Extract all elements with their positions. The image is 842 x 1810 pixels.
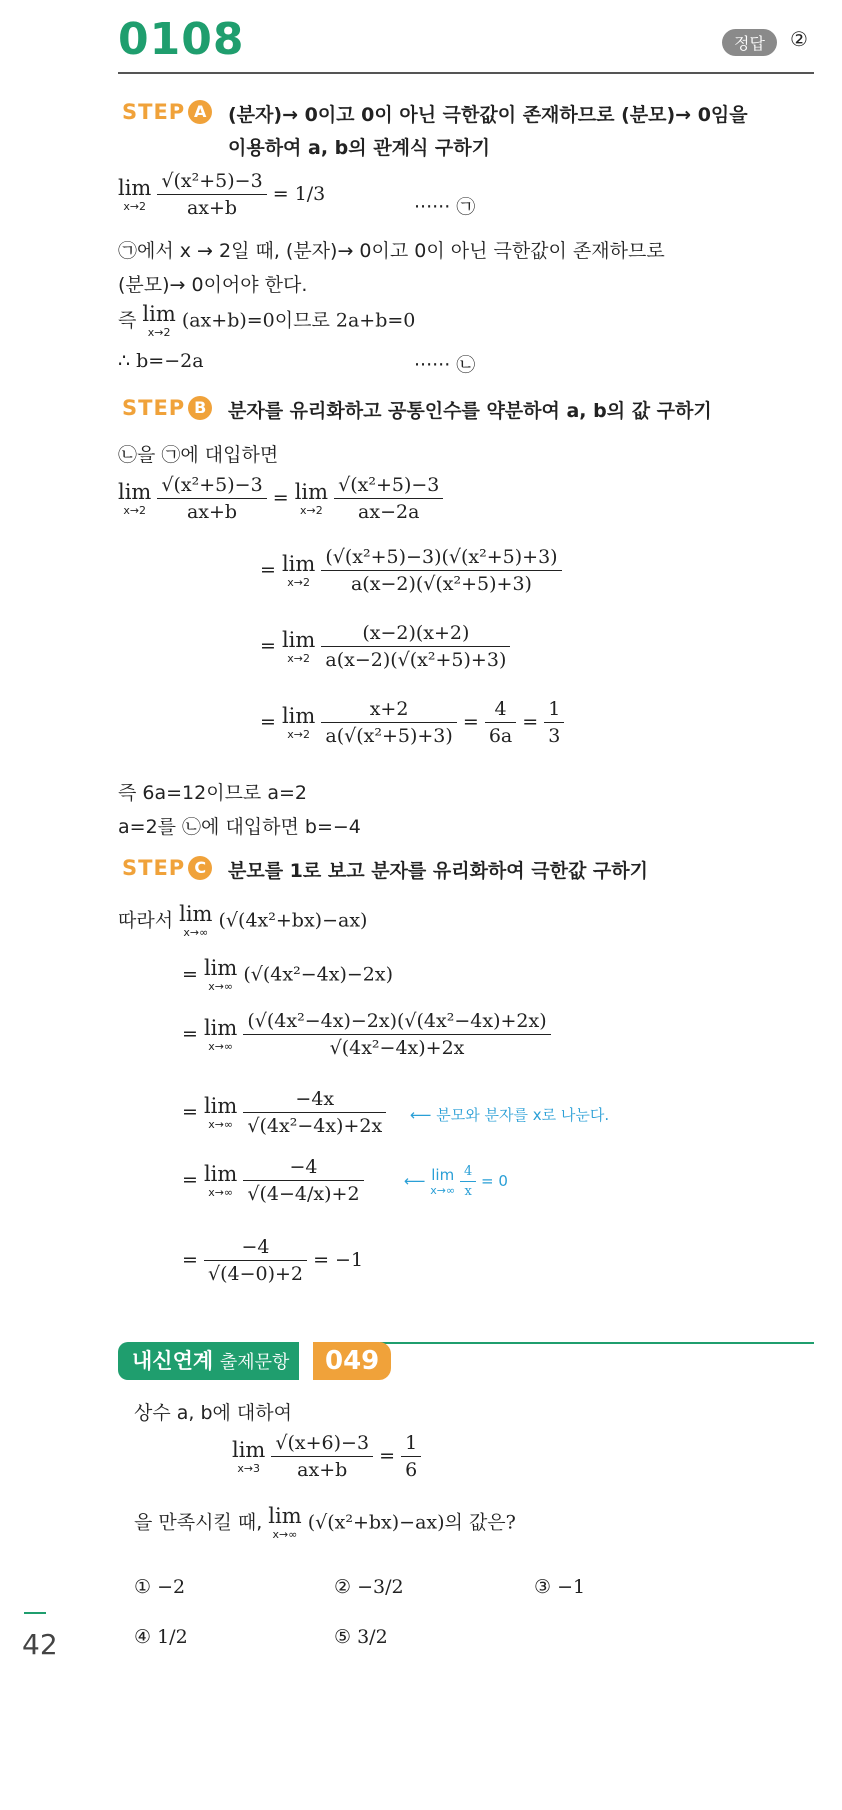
step-c-heading: STEP C bbox=[122, 856, 212, 880]
step-c-badge: C bbox=[188, 856, 212, 880]
step-b-equation-1: lim x→2 $\frac{\text{√(x²+5)−3}}{ax+b}$ = lim x→2 $\frac{\text{√(x²+5)−3}}{ax-2a}$ bbox=[118, 474, 443, 523]
step-c-equation-1: = lim x→∞ (√(4x²−4x)−2x) bbox=[182, 956, 393, 993]
naesin-number: 049 bbox=[313, 1342, 391, 1380]
naesin-question-1: 상수 a, b에 대하여 bbox=[134, 1402, 292, 1424]
choice-4: ④ 1/2 bbox=[134, 1626, 188, 1648]
step-b-equation-3: = lim x→2 $\frac{(x-2)(x+2)}{\text{a(x−2)(√(x²+5)+3)}}$ bbox=[260, 622, 510, 671]
step-a-text-4: ∴ b=−2a bbox=[118, 350, 204, 372]
step-a-equation-1 bbox=[118, 170, 325, 219]
naesin-question-2: 을 만족시킬 때, lim x→∞ (√(x²+bx)−ax)의 값은? bbox=[134, 1504, 516, 1541]
step-c-note-2: ⟵ lim x→∞ $\frac{4}{x}$ = 0 bbox=[404, 1164, 508, 1199]
step-c-equation-2: = lim x→∞ $\frac{\text{(√(4x²−4x)−2x)(√(4x²−4x)+2x)}}{\text{√(4x²−4x)+2x}}$ bbox=[182, 1010, 551, 1059]
choice-5: ⑤ 3/2 bbox=[334, 1626, 388, 1648]
choice-1: ① −2 bbox=[134, 1576, 186, 1598]
step-c-equation-4: = lim x→∞ $\frac{-4}{√(4-4/x)+2}$ bbox=[182, 1156, 364, 1205]
problem-number: 0108 bbox=[118, 14, 245, 65]
equation-tag-2: ······ ㉡ bbox=[414, 354, 476, 376]
choice-2: ② −3/2 bbox=[334, 1576, 404, 1598]
step-b-title: 분자를 유리화하고 공통인수를 약분하여 a, b의 값 구하기 bbox=[228, 400, 712, 422]
section-divider bbox=[380, 1342, 814, 1344]
step-c-note-1: ⟵ 분모와 분자를 x로 나눈다. bbox=[410, 1106, 610, 1124]
arrow-left-icon: ⟵ bbox=[404, 1172, 426, 1190]
page-number-tick bbox=[24, 1612, 46, 1614]
page-number: 42 bbox=[22, 1628, 58, 1661]
step-a-word: STEP bbox=[122, 100, 186, 124]
choice-3: ③ −1 bbox=[534, 1576, 586, 1598]
fraction: $\frac{\text{√(x²+5)−3}}{ax+b}$ bbox=[157, 170, 266, 219]
step-b-intro: ㉡을 ㉠에 대입하면 bbox=[118, 444, 279, 466]
step-a-badge: A bbox=[188, 100, 212, 124]
equation-tag-1: ······ ㉠ bbox=[414, 196, 476, 218]
header-divider bbox=[118, 72, 814, 74]
step-c-equation-3: = lim x→∞ $\frac{-4x}{\text{√(4x²−4x)+2x}}$ bbox=[182, 1088, 386, 1137]
arrow-left-icon: ⟵ bbox=[410, 1106, 432, 1124]
step-a-text-1: ㉠에서 x → 2일 때, (분자)→ 0이고 0이 아닌 극한값이 존재하므로 bbox=[118, 240, 665, 262]
step-c-title: 분모를 1로 보고 분자를 유리화하여 극한값 구하기 bbox=[228, 860, 648, 882]
answer-badge: 정답 bbox=[722, 29, 777, 56]
step-b-badge: B bbox=[188, 396, 212, 420]
naesin-label: 내신연계 출제문항 bbox=[118, 1342, 299, 1380]
limit-operator: lim x→2 bbox=[142, 302, 176, 339]
step-a-text-2: (분모)→ 0이어야 한다. bbox=[118, 274, 308, 296]
step-b-result-1: 즉 6a=12이므로 a=2 bbox=[118, 782, 307, 804]
equation-rhs: = 1/3 bbox=[272, 183, 326, 205]
step-b-equation-4: = lim x→2 $\frac{x+2}{\text{a(√(x²+5)+3)}}$ = $\frac{4}{6a}$ = $\frac{1}{3}$ bbox=[260, 698, 564, 747]
step-b-result-2: a=2를 ㉡에 대입하면 b=−4 bbox=[118, 816, 361, 838]
answer-value: ② bbox=[790, 27, 808, 51]
naesin-question-equation: lim x→3 $\frac{√(x+6)-3}{ax+b}$ = $\frac{1}{6}$ bbox=[232, 1432, 421, 1481]
step-a-heading bbox=[122, 100, 212, 124]
limit-operator: lim x→2 bbox=[118, 175, 152, 213]
step-a-text-3: 즉 lim x→2 (ax+b)=0이므로 2a+b=0 bbox=[118, 302, 416, 339]
step-a-title-line2: 이용하여 a, b의 관계식 구하기 bbox=[228, 137, 490, 159]
step-c-equation-5: = $\frac{-4}{√(4-0)+2}$ = −1 bbox=[182, 1236, 364, 1285]
step-b-heading: STEP B bbox=[122, 396, 212, 420]
step-b-equation-2: = lim x→2 $\frac{\text{(√(x²+5)−3)(√(x²+5)+3)}}{\text{a(x−2)(√(x²+5)+3)}}$ bbox=[260, 546, 562, 595]
step-a-title-line1: (분자)→ 0이고 0이 아닌 극한값이 존재하므로 (분모)→ 0임을 bbox=[228, 104, 748, 126]
step-c-equation-0: 따라서 lim x→∞ (√(4x²+bx)−ax) bbox=[118, 902, 368, 939]
